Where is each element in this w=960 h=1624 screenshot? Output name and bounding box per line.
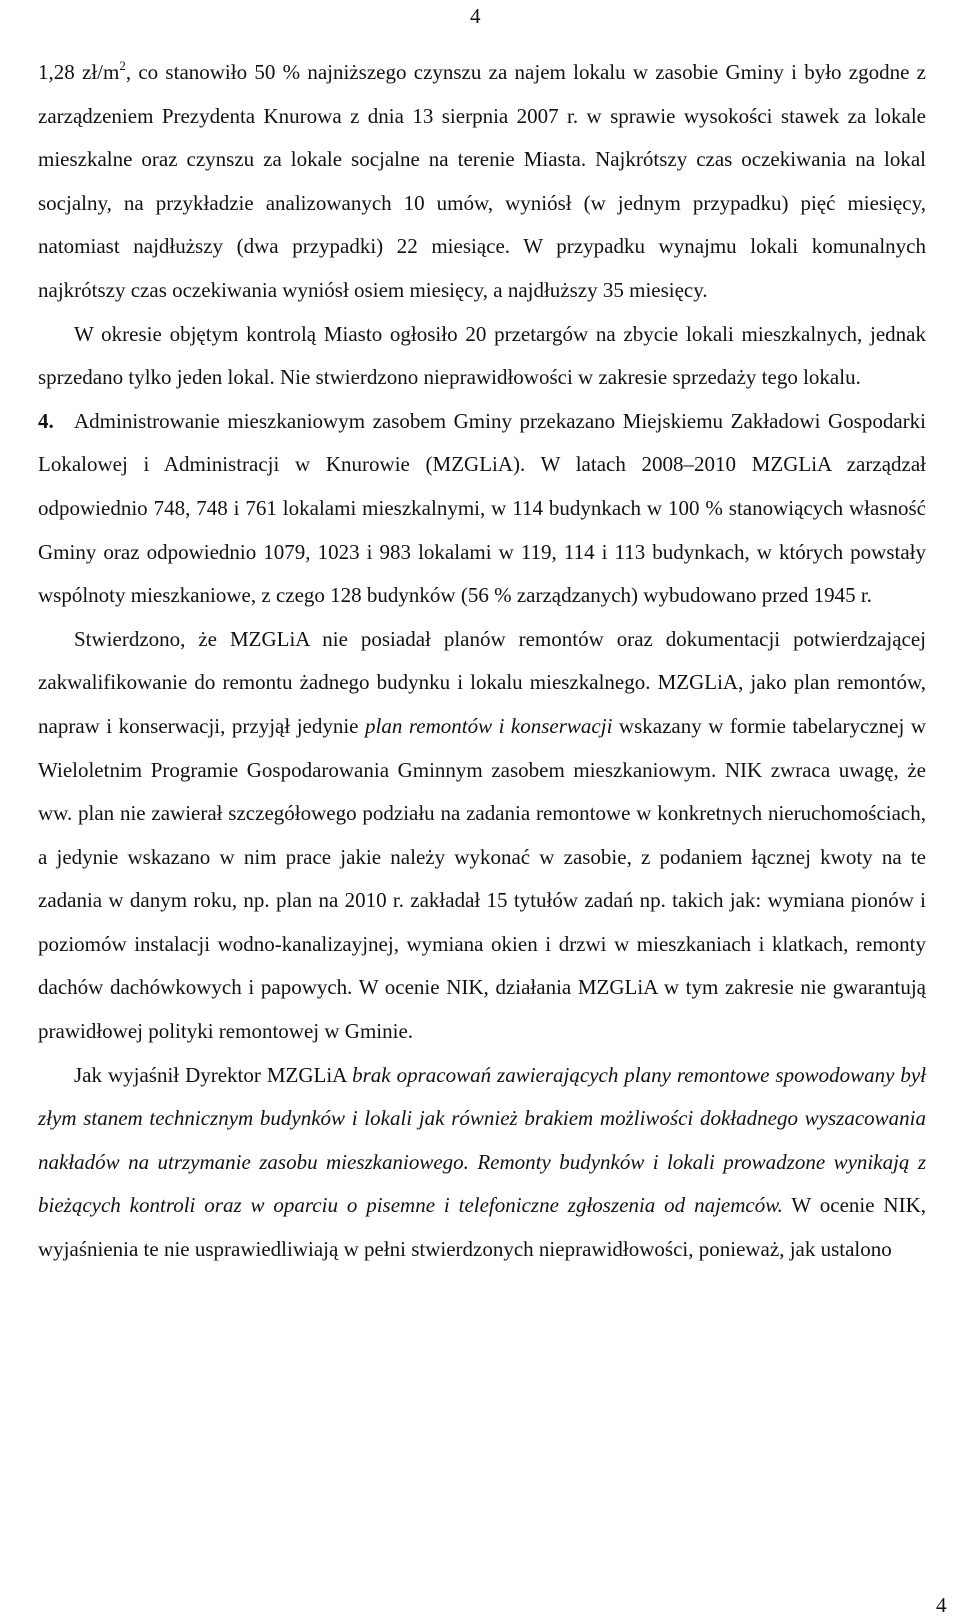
- paragraph-director-quote: brak opracowań zawierających plany remontowe spowodowany był złym stanem technicznym budynków i lokali jak również brakiem możliwości dokładnego wyszacowania nakładów na utrzymanie zasobu mieszkaniowego. Remonty budynków i lokali prowadzone wynikają z bieżących kontroli oraz w oparciu o pisemne i telefoniczne zgłoszenia od najemców.: [38, 1062, 927, 1218]
- paragraph-rent: [38, 51, 926, 313]
- section-number: 4.: [38, 408, 54, 433]
- paragraph-rent-rest: , co stanowiło 50 % najniższego czynszu za najem lokalu w zasobie Gminy i było zgodne z zarządzeniem Prezydenta Knurowa z dnia 13 sierpnia 2007 r. w sprawie wysokości stawek za lokale mieszkalne oraz czynszu za lokale socjalne na terenie Miasta. Najkrótszy czas oczekiwania na lokal socjalny, na przykładzie analizowanych 10 umów, wyniósł (w jednym przypadku) pięć miesięcy, natomiast najdłuższy (dwa przypadki) 22 miesiące. W przypadku wynajmu lokali komunalnych najkrótszy czas oczekiwania wyniósł osiem miesięcy, a najdłuższy 35 miesięcy.: [38, 60, 927, 302]
- paragraph-director-rest: W ocenie NIK, wyjaśnienia te nie usprawiedliwiają w pełni stwierdzonych nieprawidłowości, ponieważ, jak ustalono: [38, 1193, 927, 1262]
- section-4-paragraph: [38, 400, 926, 618]
- section-4-text: Administrowanie mieszkaniowym zasobem Gminy przekazano Miejskiemu Zakładowi Gospodarki Lokalowej i Administracji w Knurowie (MZGLiA). W latach 2008–2010 MZGLiA zarządzał odpowiednio 748, 748 i 761 lokalami mieszkalnymi, w 114 budynkach w 100 % stanowiących własność Gminy oraz odpowiednio 1079, 1023 i 983 lokalami w 119, 114 i 113 budynkach, w których powstały wspólnoty mieszkaniowe, z czego 128 budynków (56 % zarządzanych) wybudowano przed 1945 r.: [38, 408, 926, 608]
- paragraph-director-start: Jak wyjaśnił Dyrektor MZGLiA: [74, 1062, 353, 1087]
- paragraph-rent-start: 1,28 zł/m: [38, 60, 120, 84]
- paragraph-renovation-plans: [38, 618, 926, 1054]
- document-body: [38, 51, 926, 1272]
- superscript-2: 2: [119, 58, 126, 73]
- paragraph-renovation-plans-start: Stwierdzono, że MZGLiA nie posiadał planów remontów oraz dokumentacji potwierdzającej zakwalifikowanie do remontu żadnego budynku i lokalu mieszkalnego. MZGLiA, jako plan remontów, napraw i konserwacji, przyjął jedynie: [38, 626, 926, 738]
- page-number-top: 4: [470, 4, 481, 28]
- paragraph-renovation-plans-rest: wskazany w formie tabelarycznej w Wieloletnim Programie Gospodarowania Gminnym zasobem mieszkaniowym. NIK zwraca uwagę, że ww. plan nie zawierał szczegółowego podziału na zadania remontowe w konkretnych nieruchomościach, a jedynie wskazano w nim prace jakie należy wykonać w zasobie, z podaniem łącznej kwoty na te zadania w danym roku, np. plan na 2010 r. zakładał 15 tytułów zadań np. takich jak: wymiana pionów i poziomów instalacji wodno-kanalizayjnej, wymiana okien i drzwi w mieszkaniach i klatkach, remonty dachów dachówkowych i papowych. W ocenie NIK, działania MZGLiA w tym zakresie nie gwarantują prawidłowej polityki remontowej w Gminie.: [38, 713, 926, 1044]
- paragraph-renovation-plans-italic: plan remontów i konserwacji: [365, 713, 613, 738]
- page-number-bottom: 4: [936, 1593, 947, 1617]
- paragraph-director-explanation: [38, 1054, 926, 1272]
- paragraph-tenders: W okresie objętym kontrolą Miasto ogłosiło 20 przetargów na zbycie lokali mieszkalnych, jednak sprzedano tylko jeden lokal. Nie stwierdzono nieprawidłowości w zakresie sprzedaży tego lokalu.: [38, 321, 926, 390]
